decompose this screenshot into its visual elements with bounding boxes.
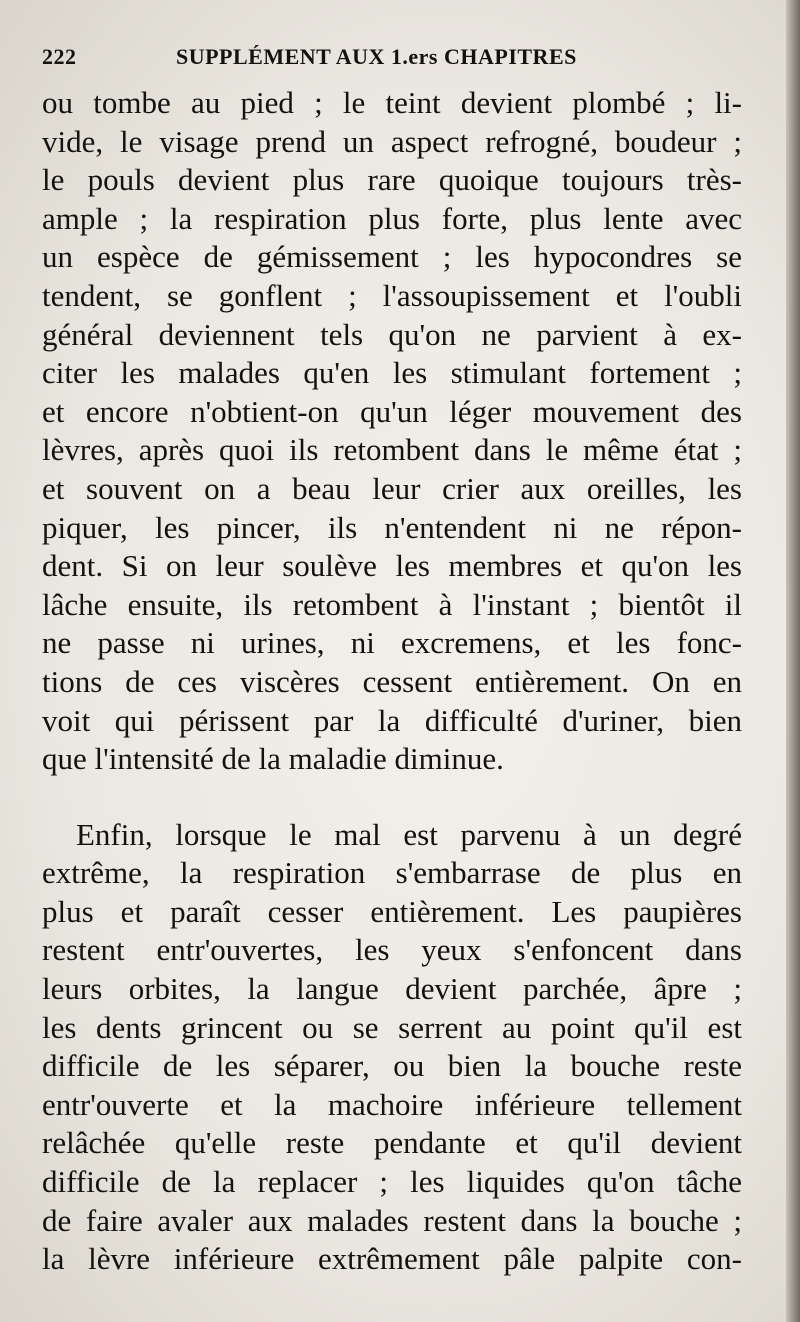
text-line: les dents grincent ou se serrent au point qu'il est [42,1009,742,1045]
text-line: de faire avaler aux malades restent dans la bouche ; [42,1202,742,1238]
text-line: piquer, les pincer, ils n'entendent ni ne répon- [42,509,742,545]
text-line: tions de ces viscères cessent entièrement. On en [42,663,742,699]
text-line: ample ; la respiration plus forte, plus lente avec [42,200,742,236]
text-line: entr'ouverte et la machoire inférieure tellement [42,1086,742,1122]
text-line: général deviennent tels qu'on ne parvient à ex- [42,316,742,352]
text-line: difficile de la replacer ; les liquides qu'on tâche [42,1164,742,1200]
text-line: restent entr'ouvertes, les yeux s'enfoncent dans [42,932,742,968]
text-line: plus et paraît cesser entièrement. Les paupières [42,893,742,929]
running-title: SUPPLÉMENT AUX 1.ers CHAPITRES [176,44,577,69]
text-line: vide, le visage prend un aspect refrogné, boudeur ; [42,123,742,159]
text-line: Enfin, lorsque le mal est parvenu à un degré [76,816,742,852]
text-line: extrême, la respiration s'embarrase de plus en [42,855,742,891]
text-line: et souvent on a beau leur crier aux oreilles, les [42,470,742,506]
text-line: citer les malades qu'en les stimulant fortement ; [42,355,742,391]
text-line: voit qui périssent par la difficulté d'uriner, bien [42,702,742,738]
text-line: lèvres, après quoi ils retombent dans le même état ; [42,432,742,468]
text-line: lâche ensuite, ils retombent à l'instant ; bientôt il [42,586,742,622]
body-text [42,84,742,1279]
text-line: dent. Si on leur soulève les membres et qu'on les [42,548,742,584]
text-line: la lèvre inférieure extrêmement pâle palpite con- [42,1241,742,1277]
text-line: ou tombe au pied ; le teint devient plombé ; li- [42,85,742,120]
text-line: un espèce de gémissement ; les hypocondres se [42,239,742,275]
text-line: difficile de les séparer, ou bien la bouche reste [42,1048,742,1084]
text-line: leurs orbites, la langue devient parchée, âpre ; [42,971,742,1007]
text-line: relâchée qu'elle reste pendante et qu'il devient [42,1125,742,1161]
running-head [42,44,742,78]
text-line: le pouls devient plus rare quoique toujours très- [42,162,742,198]
text-line: et encore n'obtient-on qu'un léger mouvement des [42,393,742,429]
text-line: tendent, se gonflent ; l'assoupissement et l'oubli [42,277,742,313]
paragraph [42,816,742,1279]
paragraph [42,84,742,779]
page-number: 222 [42,44,77,69]
paragraph-break [42,779,742,816]
text-line: que l'intensité de la maladie diminue. [42,741,504,777]
text-line: ne passe ni urines, ni excremens, et les fonc- [42,625,742,661]
